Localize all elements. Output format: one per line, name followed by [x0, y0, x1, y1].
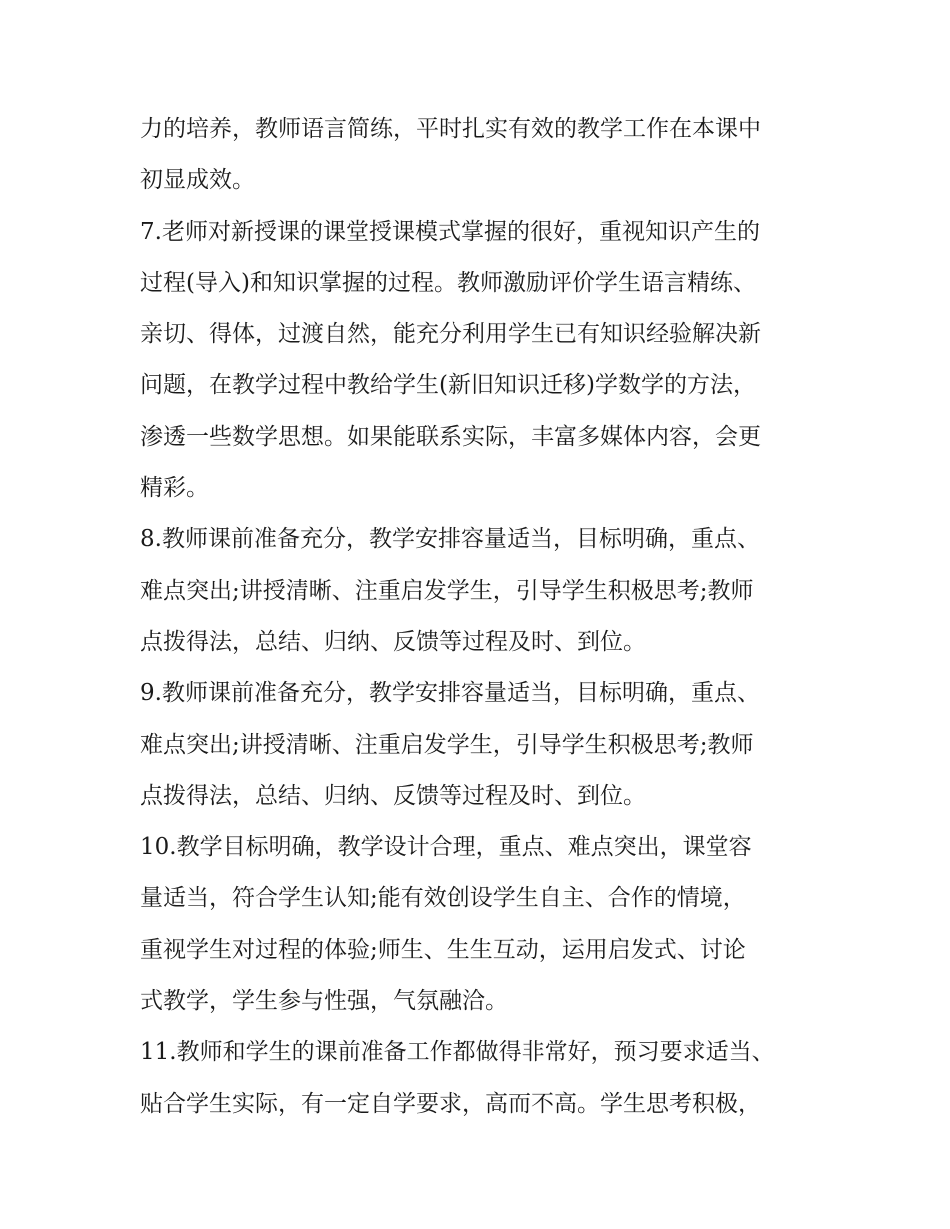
- text-line: 贴合学生实际，有一定自学要求，高而不高。学生思考积极，: [140, 1090, 761, 1117]
- text-line: 10.教学目标明确，教学设计合理，重点、难点突出，课堂容: [140, 834, 752, 861]
- text-line: 点拨得法，总结、归纳、反馈等过程及时、到位。: [140, 782, 646, 809]
- text-line: 初显成效。: [140, 167, 255, 194]
- text-line: 力的培养，教师语言简练，平时扎实有效的教学工作在本课中: [140, 116, 761, 142]
- text-line: 9.教师课前准备充分，教学安排容量适当，目标明确，重点、: [140, 680, 760, 707]
- text-line: 渗透一些数学思想。如果能联系实际，丰富多媒体内容，会更: [140, 423, 761, 450]
- text-line: 点拨得法，总结、归纳、反馈等过程及时、到位。: [140, 628, 646, 655]
- text-line: 式教学，学生参与性强，气氛融洽。: [140, 988, 508, 1015]
- text-line: 重视学生对过程的体验;师生、生生互动，运用启发式、讨论: [140, 936, 746, 963]
- text-line: 11.教师和学生的课前准备工作都做得非常好，预习要求适当、: [140, 1039, 775, 1066]
- text-line: 难点突出;讲授清晰、注重启发学生，引导学生积极思考;教师: [140, 577, 754, 604]
- text-line: 难点突出;讲授清晰、注重启发学生，引导学生积极思考;教师: [140, 731, 754, 758]
- text-line: 问题，在教学过程中教给学生(新旧知识迁移)学数学的方法，: [140, 372, 756, 399]
- text-line: 过程(导入)和知识掌握的过程。教师激励评价学生语言精练、: [140, 269, 756, 296]
- text-line: 8.教师课前准备充分，教学安排容量适当，目标明确，重点、: [140, 526, 760, 553]
- document-page: [140, 104, 820, 1130]
- text-line: 7.老师对新授课的课堂授课模式掌握的很好，重视知识产生的: [140, 218, 760, 245]
- text-line: 量适当，符合学生认知;能有效创设学生自主、合作的情境，: [140, 885, 746, 912]
- text-line: 精彩。: [140, 475, 209, 502]
- text-line: 亲切、得体，过渡自然，能充分利用学生已有知识经验解决新: [140, 321, 761, 348]
